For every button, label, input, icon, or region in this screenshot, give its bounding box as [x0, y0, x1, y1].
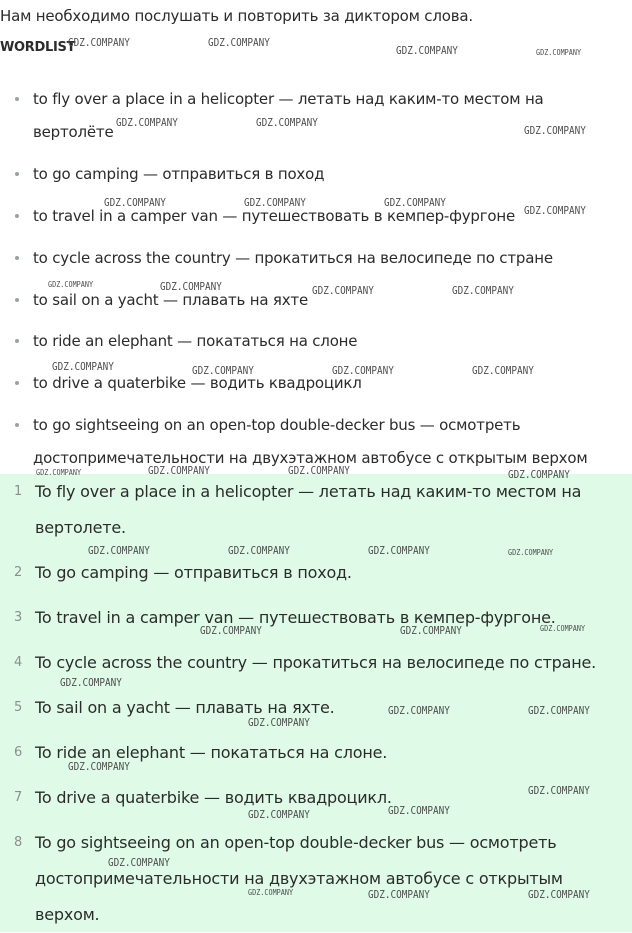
- watermark: GDZ.COMPANY: [248, 716, 310, 729]
- wordlist-item: to ride an elephant — покататься на слоне: [33, 325, 613, 358]
- watermark: GDZ.COMPANY: [528, 888, 590, 901]
- answers-section: [0, 474, 632, 932]
- watermark: GDZ.COMPANY: [244, 196, 306, 209]
- bullet-icon: [15, 423, 19, 427]
- bullet-icon: [15, 381, 19, 385]
- answer-number: 3: [14, 610, 23, 625]
- watermark: GDZ.COMPANY: [60, 676, 122, 689]
- watermark: GDZ.COMPANY: [524, 124, 586, 137]
- watermark: GDZ.COMPANY: [104, 196, 166, 209]
- wordlist-item: to drive a quaterbike — водить квадроцикл: [33, 367, 613, 400]
- watermark: GDZ.COMPANY: [332, 364, 394, 377]
- answer-number: 2: [14, 565, 23, 580]
- bullet-icon: [15, 97, 19, 101]
- watermark: GDZ.COMPANY: [68, 760, 130, 773]
- bullet-icon: [15, 339, 19, 343]
- watermark: GDZ.COMPANY: [248, 888, 294, 897]
- watermark: GDZ.COMPANY: [200, 624, 262, 637]
- watermark: GDZ.COMPANY: [192, 364, 254, 377]
- watermark: GDZ.COMPANY: [88, 544, 150, 557]
- answer-text: To travel in a camper van — путешествовать в кемпер-фургоне.: [35, 608, 556, 627]
- wordlist-item: to go sightseeing on an open-top double-decker bus — осмотреть достопримечательности на двухэтажном автобусе с открытым верхом: [33, 409, 613, 475]
- watermark: GDZ.COMPANY: [368, 544, 430, 557]
- answer-item: [14, 645, 625, 681]
- watermark: GDZ.COMPANY: [524, 204, 586, 217]
- watermark: GDZ.COMPANY: [228, 544, 290, 557]
- wordlist-item: to sail on a yacht — плавать на яхте: [33, 284, 613, 317]
- watermark: GDZ.COMPANY: [472, 364, 534, 377]
- answer-number: 6: [14, 745, 23, 760]
- wordlist-item: to travel in a camper van — путешествовать в кемпер-фургоне: [33, 200, 613, 233]
- watermark: GDZ.COMPANY: [248, 808, 310, 821]
- watermark: GDZ.COMPANY: [536, 48, 582, 57]
- wordlist-heading: WORDLIST: [0, 40, 76, 55]
- wordlist-item: to cycle across the country — прокатиться на велосипеде по стране: [33, 242, 613, 275]
- watermark: GDZ.COMPANY: [508, 548, 554, 557]
- answer-text: To fly over a place in a helicopter — летать над каким-то местом на вертолете.: [35, 482, 582, 537]
- answer-number: 8: [14, 835, 23, 850]
- watermark: GDZ.COMPANY: [368, 888, 430, 901]
- bullet-icon: [15, 172, 19, 176]
- answer-item: [14, 825, 625, 933]
- bullet-icon: [15, 214, 19, 218]
- watermark: GDZ.COMPANY: [388, 704, 450, 717]
- answer-number: 1: [14, 484, 23, 499]
- wordlist-item: to go camping — отправиться в поход: [33, 158, 613, 191]
- watermark: GDZ.COMPANY: [452, 284, 514, 297]
- watermark: GDZ.COMPANY: [208, 36, 270, 49]
- watermark: GDZ.COMPANY: [288, 464, 350, 477]
- intro-text: Нам необходимо послушать и повторить за диктором слова.: [0, 7, 473, 25]
- watermark: GDZ.COMPANY: [256, 116, 318, 129]
- answer-item: [14, 600, 625, 636]
- answer-text: To go sightseeing on an open-top double-decker bus — осмотреть достопримечательности на двухэтажном автобусе с открытым верхом.: [35, 833, 563, 924]
- answer-text: To go camping — отправиться в поход.: [35, 563, 352, 582]
- answer-number: 4: [14, 655, 23, 670]
- answer-text: To ride an elephant — покататься на слоне.: [35, 743, 388, 762]
- watermark: GDZ.COMPANY: [396, 44, 458, 57]
- answer-text: To sail on a yacht — плавать на яхте.: [35, 698, 335, 717]
- watermark: GDZ.COMPANY: [68, 36, 130, 49]
- watermark: GDZ.COMPANY: [528, 784, 590, 797]
- wordlist-item: to fly over a place in a helicopter — летать над каким-то местом на вертолёте: [33, 83, 613, 149]
- answer-item: [14, 555, 625, 591]
- watermark: GDZ.COMPANY: [36, 468, 82, 477]
- watermark: GDZ.COMPANY: [400, 624, 462, 637]
- watermark: GDZ.COMPANY: [108, 856, 170, 869]
- answer-number: 7: [14, 790, 23, 805]
- watermark: GDZ.COMPANY: [528, 704, 590, 717]
- answer-text: To cycle across the country — прокатиться на велосипеде по стране.: [35, 653, 597, 672]
- bullet-icon: [15, 256, 19, 260]
- watermark: GDZ.COMPANY: [388, 804, 450, 817]
- answer-item: [14, 474, 625, 546]
- watermark: GDZ.COMPANY: [48, 280, 94, 289]
- answer-text: To drive a quaterbike — водить квадроцикл.: [35, 788, 392, 807]
- watermark: GDZ.COMPANY: [148, 464, 210, 477]
- watermark: GDZ.COMPANY: [540, 624, 586, 633]
- watermark: GDZ.COMPANY: [384, 196, 446, 209]
- watermark: GDZ.COMPANY: [508, 468, 570, 481]
- bullet-icon: [15, 298, 19, 302]
- watermark: GDZ.COMPANY: [52, 360, 114, 373]
- answer-number: 5: [14, 700, 23, 715]
- watermark: GDZ.COMPANY: [116, 116, 178, 129]
- watermark: GDZ.COMPANY: [160, 280, 222, 293]
- watermark: GDZ.COMPANY: [312, 284, 374, 297]
